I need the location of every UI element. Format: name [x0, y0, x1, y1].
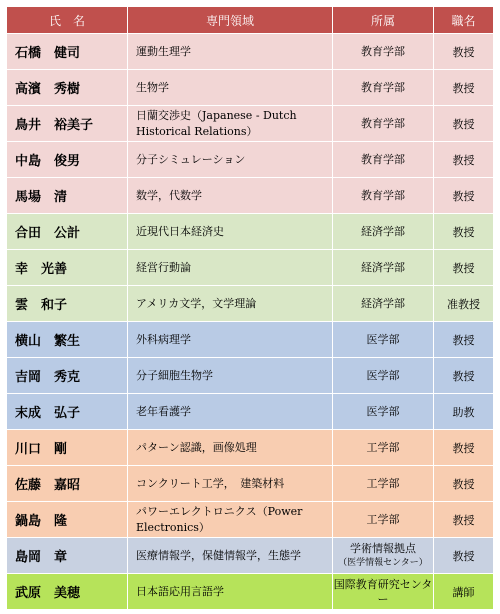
job-title: 教授 — [434, 214, 494, 250]
specialty-field: 日本語応用言語学 — [128, 574, 333, 610]
department-name: 教育学部 — [361, 189, 405, 202]
job-title: 教授 — [434, 250, 494, 286]
department — [333, 286, 434, 322]
department — [333, 214, 434, 250]
specialty-field: 分子細胞生物学 — [128, 358, 333, 394]
member-name: 横山 繁生 — [7, 322, 128, 358]
header-name: 氏 名 — [7, 7, 128, 34]
member-name: 川口 剛 — [7, 430, 128, 466]
department-name: 教育学部 — [361, 117, 405, 130]
department-name: 工学部 — [366, 441, 400, 454]
job-title: 助教 — [434, 394, 494, 430]
table-row — [7, 142, 494, 178]
table-row — [7, 178, 494, 214]
table-row — [7, 214, 494, 250]
department — [333, 142, 434, 178]
department — [333, 502, 434, 538]
member-name: 吉岡 秀克 — [7, 358, 128, 394]
department-name: 経済学部 — [361, 225, 405, 238]
header-dept: 所属 — [333, 7, 434, 34]
job-title: 教授 — [434, 142, 494, 178]
table-row — [7, 538, 494, 574]
department-name: 経済学部 — [361, 261, 405, 274]
department-name: 工学部 — [366, 477, 400, 490]
job-title: 教授 — [434, 322, 494, 358]
job-title: 教授 — [434, 430, 494, 466]
member-name: 中島 俊男 — [7, 142, 128, 178]
member-name: 雲 和子 — [7, 286, 128, 322]
member-name: 島岡 章 — [7, 538, 128, 574]
table-row — [7, 286, 494, 322]
table-row — [7, 574, 494, 610]
department-name: 国際教育研究センター — [333, 577, 433, 606]
specialty-field: アメリカ文学，文学理論 — [128, 286, 333, 322]
department — [333, 178, 434, 214]
faculty-table — [6, 6, 494, 610]
department-name: 工学部 — [366, 513, 400, 526]
department-name: 医学部 — [366, 333, 400, 346]
department — [333, 358, 434, 394]
department — [333, 322, 434, 358]
department-name: 教育学部 — [361, 81, 405, 94]
department — [333, 574, 434, 610]
table-row — [7, 358, 494, 394]
table-row — [7, 466, 494, 502]
table-row — [7, 502, 494, 538]
department-name: 教育学部 — [361, 45, 405, 58]
specialty-field: 運動生理学 — [128, 34, 333, 70]
specialty-field: 経営行動論 — [128, 250, 333, 286]
specialty-field: パターン認識，画像処理 — [128, 430, 333, 466]
member-name: 石橋 健司 — [7, 34, 128, 70]
job-title: 教授 — [434, 466, 494, 502]
department — [333, 34, 434, 70]
table-header-row — [7, 7, 494, 34]
header-title: 職名 — [434, 7, 494, 34]
department — [333, 466, 434, 502]
job-title: 教授 — [434, 106, 494, 142]
table-row — [7, 322, 494, 358]
job-title: 教授 — [434, 70, 494, 106]
job-title: 准教授 — [434, 286, 494, 322]
department-name: 学術情報拠点 — [350, 541, 416, 555]
specialty-field: 日蘭交渉史（Japanese - Dutch Historical Relations） — [128, 106, 333, 142]
specialty-field: 外科病理学 — [128, 322, 333, 358]
department-name: 医学部 — [366, 369, 400, 382]
table-row — [7, 34, 494, 70]
job-title: 講師 — [434, 574, 494, 610]
member-name: 幸 光善 — [7, 250, 128, 286]
member-name: 武原 美穂 — [7, 574, 128, 610]
table-row — [7, 394, 494, 430]
table-row — [7, 70, 494, 106]
department — [333, 250, 434, 286]
table-body — [7, 34, 494, 610]
header-field: 専門領域 — [128, 7, 333, 34]
department-subname: （医学情報センター） — [338, 557, 428, 568]
specialty-field: 数学，代数学 — [128, 178, 333, 214]
job-title: 教授 — [434, 538, 494, 574]
specialty-field: コンクリート工学， 建築材料 — [128, 466, 333, 502]
table-row — [7, 106, 494, 142]
department — [333, 394, 434, 430]
specialty-field: 生物学 — [128, 70, 333, 106]
department — [333, 106, 434, 142]
table-row — [7, 430, 494, 466]
department-name: 経済学部 — [361, 297, 405, 310]
job-title: 教授 — [434, 502, 494, 538]
department — [333, 430, 434, 466]
table-row — [7, 250, 494, 286]
member-name: 高濱 秀樹 — [7, 70, 128, 106]
department-name: 医学部 — [366, 405, 400, 418]
member-name: 鍋島 隆 — [7, 502, 128, 538]
job-title: 教授 — [434, 178, 494, 214]
job-title: 教授 — [434, 34, 494, 70]
member-name: 佐藤 嘉昭 — [7, 466, 128, 502]
specialty-field: 近現代日本経済史 — [128, 214, 333, 250]
department — [333, 538, 434, 574]
specialty-field: 医療情報学，保健情報学，生態学 — [128, 538, 333, 574]
member-name: 末成 弘子 — [7, 394, 128, 430]
specialty-field: パワーエレクトロニクス（Power Electronics） — [128, 502, 333, 538]
department — [333, 70, 434, 106]
member-name: 馬場 清 — [7, 178, 128, 214]
specialty-field: 分子シミュレーション — [128, 142, 333, 178]
job-title: 教授 — [434, 358, 494, 394]
member-name: 合田 公計 — [7, 214, 128, 250]
department-name: 教育学部 — [361, 153, 405, 166]
specialty-field: 老年看護学 — [128, 394, 333, 430]
member-name: 鳥井 裕美子 — [7, 106, 128, 142]
